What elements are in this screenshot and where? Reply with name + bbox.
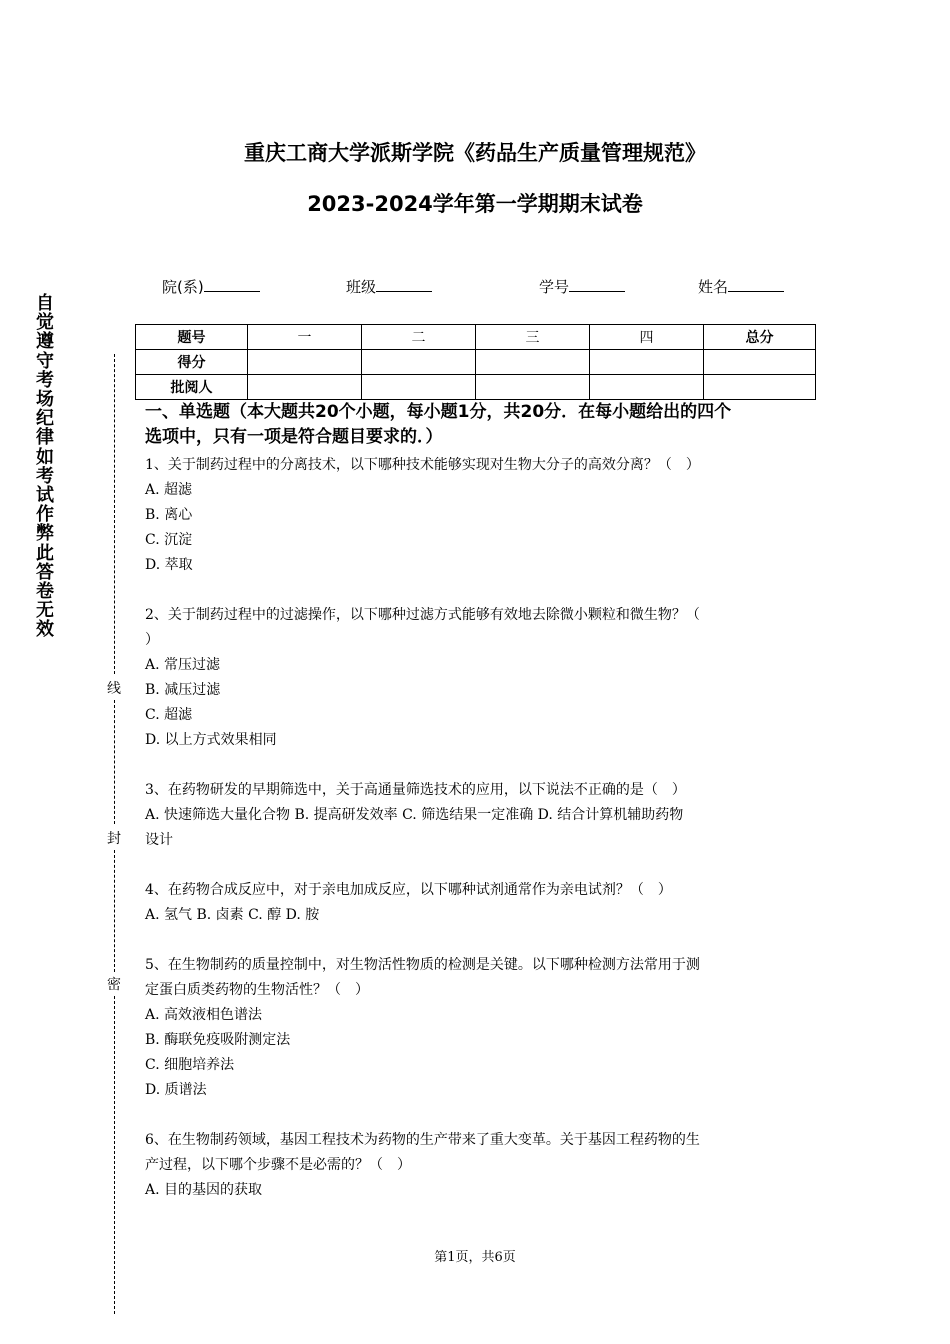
option[interactable]: A. 高效液相色谱法 [145,1007,263,1023]
option[interactable]: D. 质谱法 [145,1082,207,1098]
option[interactable]: B. 减压过滤 [145,682,221,698]
class-label: 班级 [346,278,377,296]
reviewer-cell[interactable] [248,375,362,400]
section-heading: 一、单选题（本大题共20个小题，每小题1分，共20分．在每小题给出的四个 选项中，只有一项是符合题目要求的．） [145,402,732,447]
binding-mark-seal: 封 [106,828,122,848]
class-field [346,276,432,297]
option-line[interactable]: A. 氢气 B. 卤素 C. 醇 D. 胺 [145,907,320,923]
class-blank[interactable] [376,277,432,292]
option[interactable]: D. 萃取 [145,557,193,573]
question-1 [145,453,810,578]
binding-dash-line [114,850,115,972]
header-cell: 一 [248,325,362,350]
question-5 [145,953,810,1103]
score-cell[interactable] [704,350,816,375]
reviewer-cell[interactable] [362,375,476,400]
option[interactable]: C. 细胞培养法 [145,1057,235,1073]
score-cell[interactable] [248,350,362,375]
question-text: ） [145,632,159,648]
question-text: 4、在药物合成反应中，对于亲电加成反应，以下哪种试剂通常作为亲电试剂？（ ） [145,882,672,898]
question-text: 2、关于制药过程中的过滤操作，以下哪种过滤方式能够有效地去除微小颗粒和微生物？（ [145,607,700,623]
question-6 [145,1128,810,1203]
binding-dash-line [114,996,115,1314]
score-cell[interactable] [590,350,704,375]
page-footer: 第1页，共6页 [434,1250,516,1265]
header-cell: 三 [476,325,590,350]
question-text: 1、关于制药过程中的分离技术，以下哪种技术能够实现对生物大分子的高效分离？（ ） [145,457,700,473]
question-3 [145,778,810,853]
header-cell: 题号 [136,325,248,350]
exam-discipline-notice: 自觉遵守考场纪律如考试作弊此答卷无效 [36,293,54,641]
score-row [136,350,816,375]
score-table-header-row [136,325,816,350]
question-text: 5、在生物制药的质量控制中，对生物活性物质的检测是关键。以下哪种检测方法常用于测 [145,957,700,973]
question-text: 3、在药物研发的早期筛选中，关于高通量筛选技术的应用，以下说法不正确的是（ ） [145,782,686,798]
header-cell: 四 [590,325,704,350]
option[interactable]: B. 酶联免疫吸附测定法 [145,1032,291,1048]
binding-dash-line [114,700,115,824]
name-label: 姓名 [698,278,729,296]
question-text: 产过程，以下哪个步骤不是必需的？（ ） [145,1157,411,1173]
reviewer-cell[interactable] [590,375,704,400]
option[interactable]: A. 常压过滤 [145,657,221,673]
binding-dash-line [114,354,115,674]
option[interactable]: A. 超滤 [145,482,193,498]
binding-mark-line: 线 [106,678,122,698]
question-area [145,400,810,1203]
header-cell: 总分 [704,325,816,350]
option-line[interactable]: A. 快速筛选大量化合物 B. 提高研发效率 C. 筛选结果一定准确 D. 结合计算机辅助药物 [145,807,684,823]
reviewer-cell[interactable] [476,375,590,400]
binding-mark-secret: 密 [106,974,122,994]
option[interactable]: D. 以上方式效果相同 [145,732,277,748]
question-text: 6、在生物制药领域，基因工程技术为药物的生产带来了重大变革。关于基因工程药物的生 [145,1132,700,1148]
option[interactable]: B. 离心 [145,507,193,523]
question-2 [145,603,810,753]
score-cell[interactable] [476,350,590,375]
question-text: 定蛋白质类药物的生物活性？（ ） [145,982,369,998]
option[interactable]: C. 沉淀 [145,532,193,548]
name-field [698,276,784,297]
option[interactable]: C. 超滤 [145,707,193,723]
college-blank[interactable] [204,277,260,292]
option-line[interactable]: 设计 [145,832,173,848]
header-cell: 二 [362,325,476,350]
question-4 [145,878,810,928]
option[interactable]: A. 目的基因的获取 [145,1182,263,1198]
exam-title-line2: 2023-2024学年第一学期期末试卷 [307,192,643,216]
score-table [135,324,816,400]
reviewer-cell[interactable] [704,375,816,400]
exam-title-line1: 重庆工商大学派斯学院《药品生产质量管理规范》 [244,141,706,165]
college-label: 院(系) [162,278,204,296]
student-id-label: 学号 [539,278,570,296]
college-field [162,276,260,297]
reviewer-row [136,375,816,400]
row-label: 批阅人 [136,375,248,400]
row-label: 得分 [136,350,248,375]
student-id-field [539,276,625,297]
name-blank[interactable] [728,277,784,292]
student-id-blank[interactable] [569,277,625,292]
score-cell[interactable] [362,350,476,375]
